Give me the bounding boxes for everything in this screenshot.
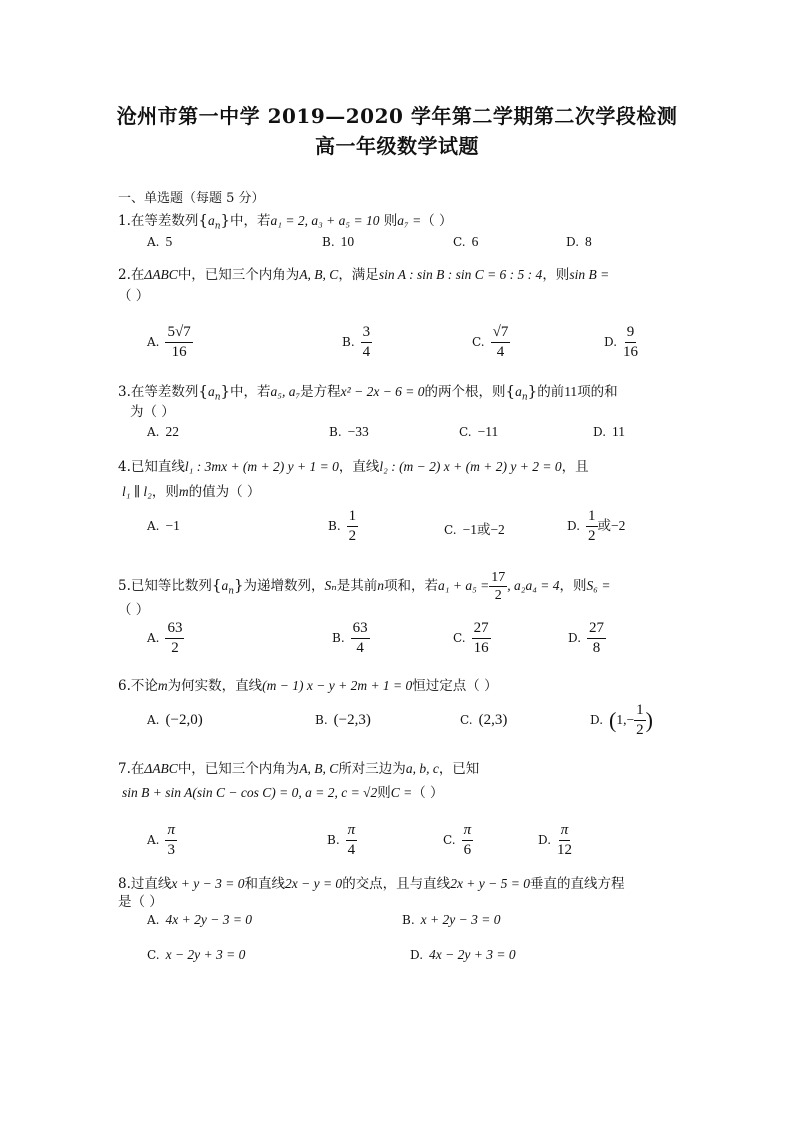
question-2-stem: 2.在ΔABC中，已知三个内角为A, B, C，满足sin A : sin B : sin C = 6 : 5 : 4，则sin B = <box>118 267 610 283</box>
question-4-option-c[interactable]: C. −1或−2 <box>444 522 505 537</box>
question-3-option-b[interactable]: B. −33 <box>329 424 369 439</box>
question-7-stem: 7.在ΔABC中，已知三个内角为A, B, C所对三边为a, b, c，已知 <box>118 761 480 777</box>
question-7-option-d[interactable]: D. $\frac{\pi}{12}$ <box>538 822 573 858</box>
question-1-option-b[interactable]: B. 10 <box>322 234 355 249</box>
question-5-stem-cont: （ ） <box>118 602 150 618</box>
question-8-option-b[interactable]: B. x + 2y − 3 = 0 <box>402 912 501 927</box>
question-4-stem: 4.已知直线l₁ : 3mx + (m + 2) y + 1 = 0，直线l₂ : (m − 2) x + (m + 2) y + 2 = 0，且 <box>118 459 589 475</box>
question-7-option-a[interactable]: A. $\frac{\pi}{3}$ <box>147 822 175 858</box>
question-3-stem: 3.在等差数列$\{a_n\}$中，若a₅, a₇是方程x² − 2x − 6 = 0的两个根，则$\{a_n\}$的前11项的和 <box>118 382 618 403</box>
question-7-stem-cont: sin B + sin A(sin C − cos C) = 0, a = 2, c = √2则C =（ ） <box>122 785 444 801</box>
question-5-option-b[interactable]: B. $\frac{63}{4}$ <box>332 620 368 656</box>
question-3-stem-cont: 为（ ） <box>130 404 175 420</box>
question-3-option-d[interactable]: D. 11 <box>593 424 626 439</box>
question-2-option-d[interactable]: D. $\frac{9}{16}$ <box>604 324 639 360</box>
question-4-option-a[interactable]: A. −1 <box>147 518 180 533</box>
question-5-option-d[interactable]: D. $\frac{27}{8}$ <box>568 620 605 656</box>
question-6-option-c[interactable]: C. (2,3) <box>460 712 508 728</box>
question-2-option-c[interactable]: C. $\frac{√7}{4}$ <box>472 324 509 360</box>
question-2-option-b[interactable]: B. $\frac{3}{4}$ <box>342 324 371 360</box>
question-6-option-a[interactable]: A. (−2,0) <box>147 712 203 728</box>
question-6-option-d[interactable]: D. (1,− $\frac{1}{2}$ ) <box>590 702 653 738</box>
question-8-option-d[interactable]: D. 4x − 2y + 3 = 0 <box>410 947 516 962</box>
question-7-option-b[interactable]: B. $\frac{\pi}{4}$ <box>327 822 356 858</box>
question-8-stem-cont: 是（ ） <box>118 894 163 910</box>
question-1-option-d[interactable]: D. 8 <box>566 234 592 249</box>
question-6-option-b[interactable]: B. (−2,3) <box>315 712 371 728</box>
question-4-option-b[interactable]: B. $\frac{1}{2}$ <box>328 508 357 544</box>
section-heading: 一、单选题（每题 5 分） <box>118 191 265 206</box>
page-title: 沧州市第一中学 2019—2020 学年第二学期第二次学段检测 <box>116 104 678 128</box>
question-2-option-a[interactable]: A. $\frac{5√7}{16}$ <box>147 324 191 360</box>
question-1-option-c[interactable]: C. 6 <box>453 234 479 249</box>
question-1-option-a[interactable]: A. 5 <box>147 234 173 249</box>
question-3-option-c[interactable]: C. −11 <box>459 424 499 439</box>
question-2-stem-cont: （ ） <box>118 288 150 304</box>
question-4-stem-cont: l₁ ∥ l₂，则m的值为（ ） <box>122 484 261 500</box>
question-8-option-c[interactable]: C. x − 2y + 3 = 0 <box>147 947 246 962</box>
question-5-option-c[interactable]: C. $\frac{27}{16}$ <box>453 620 489 656</box>
question-5-stem: 5.已知等比数列$\{a_n\}$为递增数列，Sₙ是其前n项和，若a₁ + a₅ = $\frac{17}{2}$ , a₂a₄ = 4，则S₆ = <box>118 570 611 603</box>
question-1-stem: 1.在等差数列$\{a_n\}$中，若a₁ = 2, a₃ + a₅ = 10 则a₇ =（ ） <box>118 211 453 232</box>
question-7-option-c[interactable]: C. $\frac{\pi}{6}$ <box>443 822 472 858</box>
question-5-option-a[interactable]: A. $\frac{63}{2}$ <box>147 620 183 656</box>
page-subtitle: 高一年级数学试题 <box>315 134 479 158</box>
question-8-option-a[interactable]: A. 4x + 2y − 3 = 0 <box>147 912 253 927</box>
question-6-stem: 6.不论m为何实数，直线(m − 1) x − y + 2m + 1 = 0恒过定点（ ） <box>118 678 498 694</box>
question-3-option-a[interactable]: A. 22 <box>147 424 179 439</box>
question-8-stem: 8.过直线x + y − 3 = 0和直线2x − y = 0的交点，且与直线2x + y − 5 = 0垂直的直线方程 <box>118 876 625 892</box>
question-4-option-d[interactable]: D. $\frac{1}{2}$ 或−2 <box>567 508 626 544</box>
